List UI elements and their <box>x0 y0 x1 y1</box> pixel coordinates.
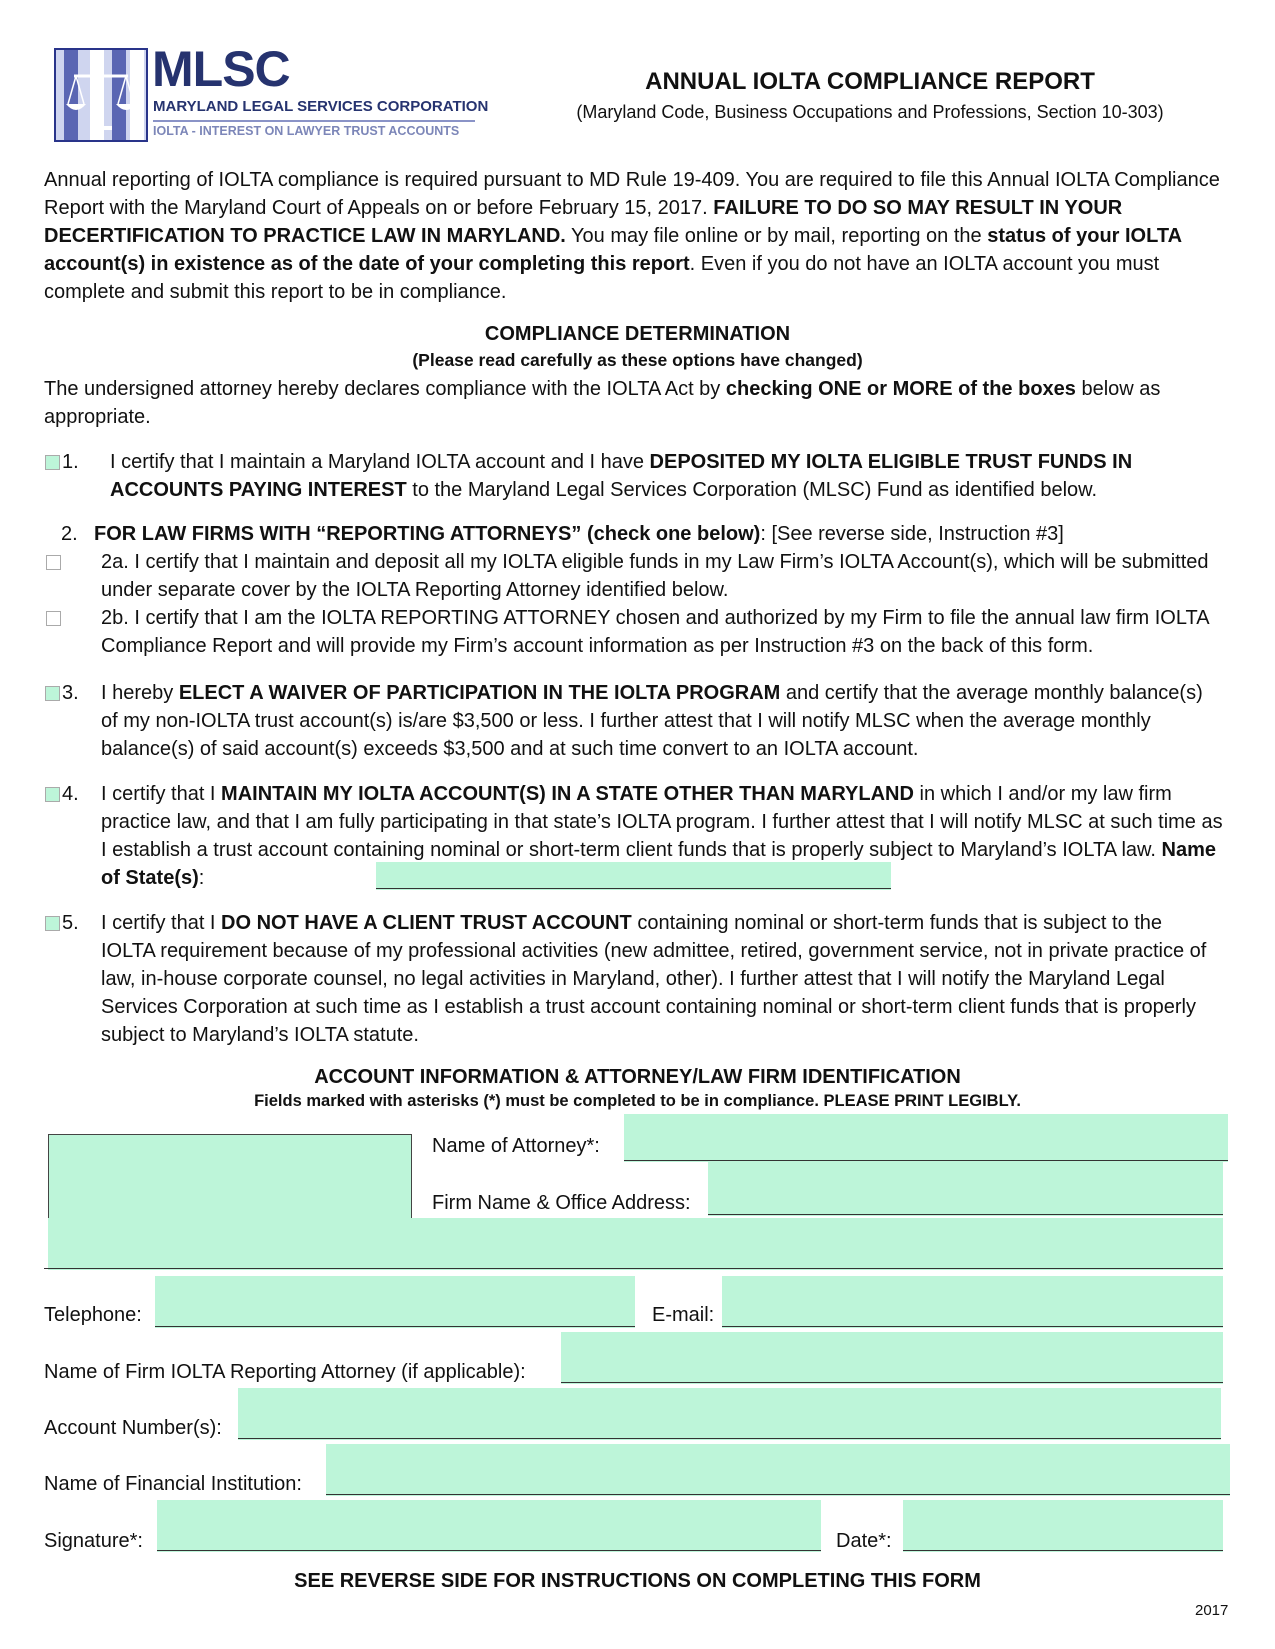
option-1-number: 1. <box>62 451 79 473</box>
reporting-attorney-input[interactable] <box>561 1332 1223 1384</box>
form-year: 2017 <box>1195 1602 1229 1619</box>
option-2b-text: 2b. I certify that I am the IOLTA REPORTING ATTORNEY chosen and authorized by my Firm to file the annual law firm IOLTA Compliance Report and will provide my Firm’s account information as per Instruction #3 on the back of this form. <box>101 607 1209 657</box>
institution-input[interactable] <box>326 1444 1230 1496</box>
option-4-checkbox[interactable] <box>45 787 60 802</box>
intro-status: status of your IOLTA account(s) in existence as of the date of your completing this report <box>44 225 1182 275</box>
logo-name: MLSC <box>152 41 290 97</box>
declare-b: checking ONE or MORE of the boxes <box>725 378 1076 400</box>
institution-underline <box>326 1494 1230 1495</box>
option-5-number: 5. <box>62 912 79 934</box>
declaration-text <box>44 375 1224 431</box>
signature-underline <box>157 1550 821 1551</box>
account-info-title: ACCOUNT INFORMATION & ATTORNEY/LAW FIRM IDENTIFICATION <box>314 1066 961 1088</box>
account-numbers-input[interactable] <box>238 1388 1221 1440</box>
account-info-note: Fields marked with asterisks (*) must be completed to be in compliance. PLEASE PRINT LEGIBLY. <box>254 1092 1021 1110</box>
option-2-text <box>94 520 1214 548</box>
state-colon: : <box>198 867 205 889</box>
intro-text-3: . Even if you do not have an IOLTA account you must complete and submit this report to be in compliance. <box>44 253 1160 303</box>
option-4-b: MAINTAIN MY IOLTA ACCOUNT(S) IN A STATE OTHER THAN MARYLAND <box>221 783 914 805</box>
account-numbers-underline <box>238 1438 1221 1439</box>
attorney-underline <box>624 1160 1228 1161</box>
compliance-title: COMPLIANCE DETERMINATION <box>484 323 791 345</box>
telephone-underline <box>155 1326 635 1327</box>
option-5-checkbox[interactable] <box>45 916 60 931</box>
option-2-number: 2. <box>61 523 78 545</box>
email-underline <box>722 1326 1223 1327</box>
logo-tagline: IOLTA - INTEREST ON LAWYER TRUST ACCOUNTS <box>153 120 475 138</box>
telephone-input[interactable] <box>155 1276 635 1328</box>
compliance-note: (Please read carefully as these options have changed) <box>412 350 863 370</box>
state-input[interactable] <box>376 862 891 890</box>
option-4-number: 4. <box>62 783 79 805</box>
option-5-b: DO NOT HAVE A CLIENT TRUST ACCOUNT <box>221 912 632 934</box>
account-numbers-label: Account Number(s): <box>44 1417 222 1439</box>
option-5-c: containing nominal or short-term funds that is subject to the IOLTA requirement because of my professional activities (new admittee, retired, government service, not in private practice of law, in-house corporate counsel, no legal activities in Maryland, other). I further attest that I will notify the Maryland Legal Services Corporation at such time as I establish a trust account containing nominal or short-term client funds that is properly subject to Maryland’s IOLTA statute. <box>101 912 1207 1046</box>
mlsc-logo <box>54 41 489 140</box>
signature-input[interactable] <box>157 1500 821 1552</box>
option-3-a: I hereby <box>101 682 179 704</box>
date-underline <box>903 1550 1223 1551</box>
intro-text-2: You may file online or by mail, reporting on the <box>565 225 988 247</box>
report-subtitle: (Maryland Code, Business Occupations and Professions, Section 10-303) <box>576 102 1164 122</box>
state-underline <box>376 888 891 889</box>
firm-label: Firm Name & Office Address: <box>432 1192 691 1214</box>
intro-text-1: Annual reporting of IOLTA compliance is required pursuant to MD Rule 19-409. You are required to file this Annual IOLTA Compliance Report with the Maryland Court of Appeals on or before February 15, 2017. <box>44 169 1220 219</box>
attorney-id-box[interactable] <box>48 1134 412 1226</box>
reporting-attorney-underline <box>561 1382 1223 1383</box>
declare-a: The undersigned attorney hereby declares compliance with the IOLTA Act by <box>44 378 726 400</box>
option-1-a: I certify that I maintain a Maryland IOLTA account and I have <box>110 451 650 473</box>
option-2a-text: 2a. I certify that I maintain and deposit all my IOLTA eligible funds in my Law Firm’s IOLTA Account(s), which will be submitted under separate cover by the IOLTA Reporting Attorney identified below. <box>101 551 1209 601</box>
firm-underline <box>708 1214 1223 1215</box>
intro-paragraph <box>44 166 1224 306</box>
option-5-text <box>101 909 1221 1049</box>
option-3-checkbox[interactable] <box>45 686 60 701</box>
institution-label: Name of Financial Institution: <box>44 1473 302 1495</box>
telephone-label: Telephone: <box>44 1304 142 1326</box>
option-3-text <box>101 679 1221 763</box>
option-2-b: FOR LAW FIRMS WITH “REPORTING ATTORNEYS” (check one below) <box>94 523 761 545</box>
reporting-attorney-label: Name of Firm IOLTA Reporting Attorney (if applicable): <box>44 1361 526 1383</box>
firm-address-underline <box>44 1268 1223 1269</box>
option-3-number: 3. <box>62 682 79 704</box>
option-3-c: and certify that the average monthly balance(s) of my non-IOLTA trust account(s) is/are $3,500 or less. I further attest that I will notify MLSC when the average monthly balance(s) of said account(s) exceeds $3,500 and at such time convert to an IOLTA account. <box>101 682 1203 760</box>
option-4-a: I certify that I <box>101 783 222 805</box>
scales-logo-icon <box>54 48 148 142</box>
option-5-a: I certify that I <box>101 912 222 934</box>
option-1-text <box>110 448 1210 504</box>
option-2b-checkbox[interactable] <box>46 611 61 626</box>
option-3-b: ELECT A WAIVER OF PARTICIPATION IN THE IOLTA PROGRAM <box>178 682 781 704</box>
email-input[interactable] <box>722 1276 1223 1328</box>
option-2-c: : [See reverse side, Instruction #3] <box>760 523 1064 545</box>
option-1-checkbox[interactable] <box>45 455 60 470</box>
logo-corporation: MARYLAND LEGAL SERVICES CORPORATION <box>153 98 489 115</box>
email-label: E-mail: <box>652 1304 715 1326</box>
intro-warning: FAILURE TO DO SO MAY RESULT IN YOUR DECERTIFICATION TO PRACTICE LAW IN MARYLAND. <box>44 197 1123 247</box>
option-2a-checkbox[interactable] <box>46 555 61 570</box>
attorney-label: Name of Attorney*: <box>432 1135 600 1157</box>
state-label: Name of State(s) <box>101 839 1216 889</box>
firm-input[interactable] <box>708 1162 1223 1216</box>
option-4-c: in which I and/or my law firm practice law, and that I am fully participating in that state’s IOLTA program. I further attest that I will notify MLSC at such time as I establish a trust account containing nominal or short-term client funds that is properly subject to Maryland’s IOLTA law. <box>101 783 1223 861</box>
declare-c: below as appropriate. <box>44 378 1161 428</box>
option-1-c: to the Maryland Legal Services Corporation (MLSC) Fund as identified below. <box>406 479 1098 501</box>
firm-address-input[interactable] <box>48 1218 1223 1270</box>
option-1-b: DEPOSITED MY IOLTA ELIGIBLE TRUST FUNDS IN ACCOUNTS PAYING INTEREST <box>110 451 1133 501</box>
signature-label: Signature*: <box>44 1530 143 1552</box>
report-title: ANNUAL IOLTA COMPLIANCE REPORT <box>645 68 1095 95</box>
instructions-footer: SEE REVERSE SIDE FOR INSTRUCTIONS ON COMPLETING THIS FORM <box>294 1570 981 1592</box>
date-input[interactable] <box>903 1500 1223 1552</box>
date-label: Date*: <box>836 1530 892 1552</box>
attorney-input[interactable] <box>624 1114 1228 1162</box>
